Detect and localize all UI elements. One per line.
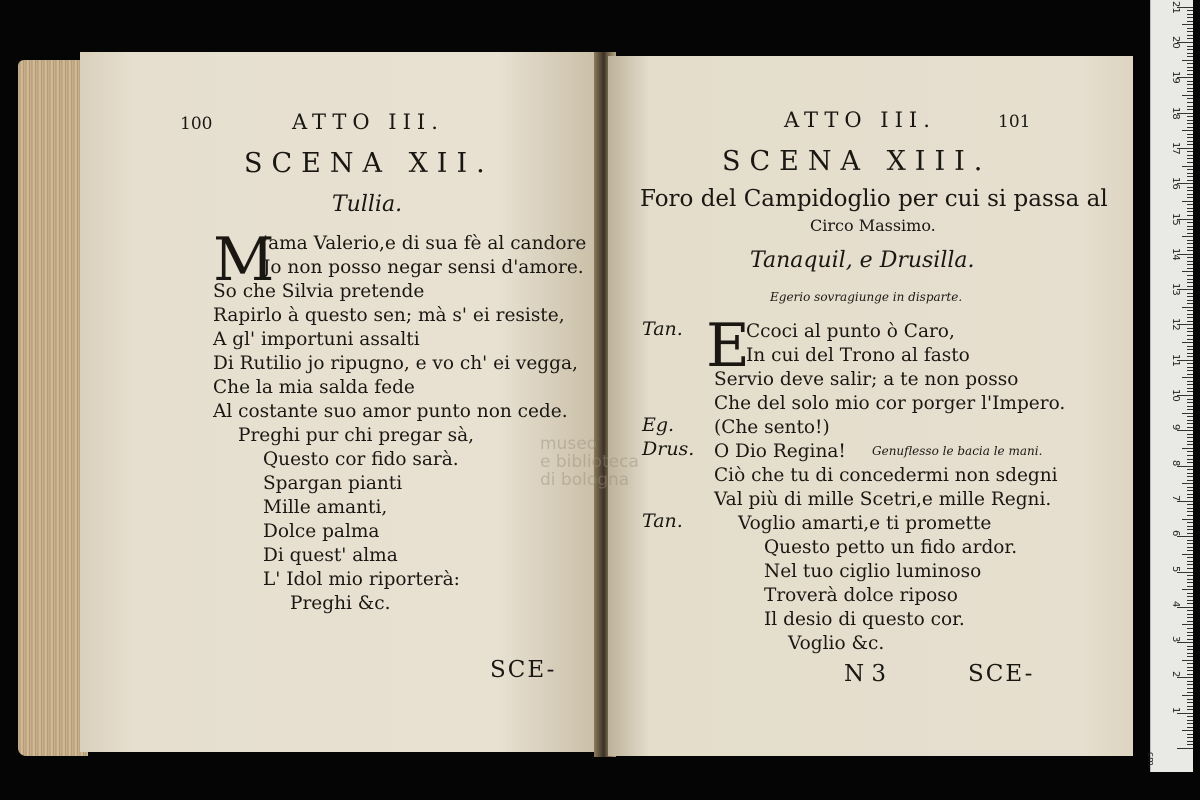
ruler-tick (1187, 282, 1193, 283)
ruler-tick (1187, 10, 1193, 11)
ruler-tick (1187, 699, 1193, 700)
ruler-tick (1187, 353, 1193, 354)
ruler-tick (1187, 423, 1193, 424)
ruler-tick (1187, 247, 1193, 248)
ruler-tick (1187, 526, 1193, 527)
ruler-tick (1187, 487, 1193, 488)
ruler-tick (1187, 116, 1193, 117)
ruler-tick (1187, 575, 1193, 576)
ruler-tick (1187, 346, 1193, 347)
ruler-tick (1187, 681, 1193, 682)
ruler-tick (1187, 187, 1193, 188)
speech-line: Voglio &c. (788, 633, 885, 654)
ruler-number: 2 (1170, 671, 1181, 678)
ruler-tick (1187, 741, 1193, 742)
ruler-tick (1187, 229, 1193, 230)
ruler-tick (1177, 430, 1193, 431)
ruler-number: 1 (1170, 706, 1181, 714)
right-catchword: SCE- (968, 661, 1035, 687)
ruler-tick (1187, 293, 1193, 294)
ruler-tick (1187, 564, 1193, 565)
ruler-tick (1187, 473, 1193, 474)
ruler-tick (1187, 63, 1193, 64)
ruler-tick (1182, 377, 1193, 378)
ruler-tick (1187, 391, 1193, 392)
ruler-tick (1187, 617, 1193, 618)
stage-direction: Genuflesso le bacia le mani. (872, 444, 1043, 458)
ruler-tick (1187, 663, 1193, 664)
ruler-tick (1187, 70, 1193, 71)
place-line-1: Foro del Campidoglio per cui si passa al (640, 186, 1108, 212)
ruler-tick (1187, 91, 1193, 92)
speech-line: O Dio Regina! (714, 441, 846, 462)
left-aria-line: Spargan pianti (263, 473, 403, 494)
ruler-tick (1187, 310, 1193, 311)
ruler-tick (1187, 74, 1193, 75)
left-aria-line: Mille amanti, (263, 497, 388, 518)
ruler-number: 8 (1170, 459, 1181, 466)
ruler-tick (1187, 106, 1193, 107)
ruler-tick (1187, 98, 1193, 99)
right-characters: Tanaquil, e Drusilla. (750, 248, 975, 273)
ruler-tick (1187, 328, 1193, 329)
ruler-tick (1187, 102, 1193, 103)
speech-line: Servio deve salir; a te non posso (714, 369, 1019, 390)
ruler-tick (1187, 632, 1193, 633)
speech-line: Nel tuo ciglio luminoso (764, 561, 982, 582)
open-book (18, 52, 1128, 758)
stage-direction: Egerio sovragiunge in disparte. (770, 290, 963, 304)
ruler-number: 16 (1170, 177, 1181, 190)
ruler-tick (1187, 127, 1193, 128)
ruler-tick (1187, 56, 1193, 57)
ruler-tick (1187, 367, 1193, 368)
ruler-tick (1187, 557, 1193, 558)
ruler-tick (1187, 399, 1193, 400)
speech-line: Ciò che tu di concedermi non sdegni (714, 465, 1058, 486)
ruler-tick (1187, 702, 1193, 703)
ruler-tick (1187, 215, 1193, 216)
left-aria-line: Preghi &c. (290, 593, 391, 614)
ruler-tick (1187, 173, 1193, 174)
watermark-line: museo (540, 434, 598, 454)
ruler-number: 18 (1170, 106, 1181, 120)
ruler-tick (1182, 130, 1193, 131)
ruler-tick (1187, 596, 1193, 597)
left-scene-title: SCENA XII. (244, 148, 494, 179)
ruler-tick (1187, 639, 1193, 640)
ruler-tick (1187, 667, 1193, 668)
ruler-tick (1187, 286, 1193, 287)
speaker-label: Eg. (642, 414, 675, 436)
speech-line: Che del solo mio cor porger l'Impero. (714, 393, 1066, 414)
ruler-tick (1187, 670, 1193, 671)
ruler-number: 11 (1170, 353, 1181, 367)
ruler-tick (1187, 540, 1193, 541)
ruler-tick (1187, 543, 1193, 544)
ruler-tick (1187, 222, 1193, 223)
ruler-tick (1187, 226, 1193, 227)
ruler-tick (1187, 688, 1193, 689)
ruler-tick (1187, 568, 1193, 569)
ruler-tick (1187, 614, 1193, 615)
ruler-tick (1187, 508, 1193, 509)
left-line: So che Silvia pretende (213, 281, 425, 302)
ruler-tick (1187, 363, 1193, 364)
ruler-tick (1187, 441, 1193, 442)
ruler-tick (1187, 674, 1193, 675)
speech-line: Val più di mille Scetri,e mille Regni. (714, 489, 1052, 510)
ruler-tick (1182, 660, 1193, 661)
ruler-tick (1187, 134, 1193, 135)
ruler-tick (1187, 53, 1193, 54)
left-aria-line: Dolce palma (263, 521, 380, 542)
left-line: Che la mia salda fede (213, 377, 415, 398)
ruler-tick (1187, 716, 1193, 717)
ruler-number: 7 (1170, 494, 1181, 502)
ruler-tick (1187, 264, 1193, 265)
right-page-number: 101 (998, 112, 1031, 132)
ruler-tick (1182, 166, 1193, 167)
ruler-tick (1187, 384, 1193, 385)
ruler-tick (1182, 483, 1193, 484)
ruler-number: 14 (1170, 247, 1181, 261)
ruler-tick (1187, 529, 1193, 530)
ruler-tick (1187, 653, 1193, 654)
ruler-tick (1187, 243, 1193, 244)
left-aria-line: Di quest' alma (263, 545, 398, 566)
watermark-line: di bologna (540, 470, 630, 490)
ruler-tick (1187, 593, 1193, 594)
ruler-tick (1187, 381, 1193, 382)
ruler-number: 15 (1170, 212, 1181, 226)
left-line: Al costante suo amor punto non cede. (213, 401, 568, 422)
speech-line: Voglio amarti,e ti promette (738, 513, 992, 534)
left-catchword: SCE- (490, 657, 557, 683)
left-running-head: ATTO III. (292, 110, 444, 134)
left-page (80, 52, 600, 752)
ruler-tick (1187, 586, 1193, 587)
right-running-head: ATTO III. (784, 108, 936, 132)
ruler-tick (1187, 151, 1193, 152)
ruler-number: 10 (1170, 389, 1181, 402)
ruler-tick (1187, 155, 1193, 156)
ruler-number: 12 (1170, 318, 1181, 332)
ruler-number: 4 (1170, 600, 1181, 608)
ruler-tick (1187, 339, 1193, 340)
ruler-tick (1187, 180, 1193, 181)
ruler-tick (1187, 208, 1193, 209)
ruler-tick (1182, 60, 1193, 61)
ruler-tick (1187, 261, 1193, 262)
ruler-tick (1187, 409, 1193, 410)
ruler-tick (1187, 303, 1193, 304)
speech-line: Troverà dolce riposo (764, 585, 958, 606)
speaker-label: Drus. (642, 438, 695, 460)
ruler-tick (1182, 448, 1193, 449)
ruler-tick (1182, 95, 1193, 96)
ruler-tick (1187, 233, 1193, 234)
ruler-tick (1187, 582, 1193, 583)
ruler-tick (1187, 635, 1193, 636)
left-first-line: 'ama Valerio,e di sua fè al candore (263, 233, 587, 254)
ruler-tick (1187, 370, 1193, 371)
ruler-tick (1187, 451, 1193, 452)
ruler-tick (1177, 677, 1193, 678)
ruler-tick (1182, 589, 1193, 590)
ruler-tick (1187, 734, 1193, 735)
ruler-tick (1187, 533, 1193, 534)
library-watermark (540, 435, 639, 489)
speaker-label: Tan. (642, 318, 683, 340)
ruler-tick (1187, 356, 1193, 357)
ruler-tick (1182, 554, 1193, 555)
ruler-tick (1187, 490, 1193, 491)
ruler-tick (1187, 81, 1193, 82)
ruler-tick (1187, 406, 1193, 407)
ruler-tick (1187, 162, 1193, 163)
ruler-tick (1187, 137, 1193, 138)
ruler-tick (1187, 434, 1193, 435)
ruler-tick (1187, 84, 1193, 85)
ruler-tick (1187, 610, 1193, 611)
ruler-tick (1187, 144, 1193, 145)
left-dropcap: M (213, 225, 275, 295)
ruler-tick (1187, 67, 1193, 68)
ruler-tick (1187, 268, 1193, 269)
ruler-tick (1187, 427, 1193, 428)
ruler-tick (1182, 24, 1193, 25)
ruler-tick (1182, 695, 1193, 696)
ruler-tick (1182, 519, 1193, 520)
ruler-tick (1187, 35, 1193, 36)
ruler-tick (1187, 46, 1193, 47)
ruler-tick (1187, 600, 1193, 601)
ruler-tick (1187, 109, 1193, 110)
ruler-number: 21 (1170, 0, 1181, 14)
left-aria-line: Questo cor fido sarà. (263, 449, 459, 470)
ruler-tick (1182, 730, 1193, 731)
ruler-tick (1187, 416, 1193, 417)
ruler-number: 9 (1170, 424, 1181, 431)
speech-line: In cui del Trono al fasto (746, 345, 970, 366)
ruler-tick (1182, 342, 1193, 343)
ruler-tick (1187, 123, 1193, 124)
ruler-tick (1187, 656, 1193, 657)
ruler-tick (1187, 723, 1193, 724)
ruler-tick (1187, 561, 1193, 562)
ruler-tick (1187, 522, 1193, 523)
signature-mark: N 3 (844, 661, 887, 687)
ruler-tick (1187, 455, 1193, 456)
ruler-tick (1187, 204, 1193, 205)
ruler-tick (1187, 494, 1193, 495)
ruler-tick (1187, 279, 1193, 280)
right-scene-title: SCENA XIII. (722, 146, 992, 177)
ruler-tick (1187, 476, 1193, 477)
ruler-tick (1182, 624, 1193, 625)
ruler-tick (1187, 141, 1193, 142)
measuring-ruler (1145, 0, 1193, 772)
ruler-tick (1187, 158, 1193, 159)
ruler-tick (1187, 462, 1193, 463)
ruler-tick (1187, 603, 1193, 604)
ruler-tick (1187, 28, 1193, 29)
ruler-tick (1187, 240, 1193, 241)
speech-line: (Che sento!) (714, 417, 830, 438)
speaker-label: Tan. (642, 510, 683, 532)
ruler-tick (1187, 257, 1193, 258)
ruler-number: 13 (1170, 283, 1181, 296)
ruler-tick (1187, 547, 1193, 548)
ruler-tick (1187, 314, 1193, 315)
ruler-number: 17 (1170, 141, 1181, 155)
ruler-tick (1187, 169, 1193, 170)
left-aria-line: L' Idol mio riporterà: (263, 569, 460, 590)
ruler-tick (1187, 480, 1193, 481)
ruler-tick (1187, 709, 1193, 710)
ruler-tick (1187, 14, 1193, 15)
ruler-tick (1187, 437, 1193, 438)
ruler-tick (1187, 515, 1193, 516)
ruler-number: 20 (1170, 36, 1181, 49)
ruler-tick (1187, 374, 1193, 375)
ruler-tick (1187, 646, 1193, 647)
ruler-tick (1187, 49, 1193, 50)
ruler-tick (1187, 649, 1193, 650)
ruler-tick (1187, 120, 1193, 121)
ruler-number: 6 (1170, 530, 1181, 537)
ruler-tick (1187, 706, 1193, 707)
ruler-tick (1187, 317, 1193, 318)
left-speaker: Tullia. (332, 192, 403, 217)
ruler-tick (1187, 88, 1193, 89)
ruler-tick (1182, 201, 1193, 202)
ruler-tick (1187, 511, 1193, 512)
watermark-line: e biblioteca (540, 452, 639, 472)
ruler-tick (1187, 420, 1193, 421)
ruler-tick (1187, 296, 1193, 297)
ruler-tick (1187, 727, 1193, 728)
speech-line: Questo petto un fido ardor. (764, 537, 1018, 558)
ruler-tick (1182, 236, 1193, 237)
ruler-tick (1187, 321, 1193, 322)
ruler-number: 3 (1170, 636, 1181, 643)
ruler-tick (1187, 692, 1193, 693)
ruler-tick (1187, 737, 1193, 738)
ruler-tick (1182, 307, 1193, 308)
left-line: Rapirlo à questo sen; mà s' ei resiste, (213, 305, 565, 326)
page-edges (18, 60, 88, 756)
ruler-tick (1182, 271, 1193, 272)
ruler-tick (1187, 349, 1193, 350)
ruler-tick (1182, 413, 1193, 414)
left-page-number: 100 (180, 114, 213, 134)
ruler-tick (1187, 744, 1193, 745)
ruler-number: 19 (1170, 71, 1181, 85)
ruler-tick (1187, 684, 1193, 685)
ruler-number: 5 (1170, 565, 1181, 572)
ruler-tick (1187, 331, 1193, 332)
ruler-tick (1187, 402, 1193, 403)
ruler-tick (1187, 190, 1193, 191)
ruler-tick (1187, 31, 1193, 32)
left-line: Di Rutilio jo ripugno, e vo ch' ei vegga, (213, 353, 578, 374)
place-line-2: Circo Massimo. (810, 216, 936, 235)
ruler-tick (1187, 579, 1193, 580)
ruler-unit: cm (1145, 752, 1155, 766)
ruler-tick (1187, 197, 1193, 198)
ruler-tick (1187, 300, 1193, 301)
ruler-tick (1187, 21, 1193, 22)
ruler-tick (1187, 459, 1193, 460)
left-line: A gl' importuni assalti (213, 329, 420, 350)
ruler-tick (1187, 250, 1193, 251)
ruler-tick (1187, 38, 1193, 39)
ruler-tick (1187, 335, 1193, 336)
ruler-tick (1187, 176, 1193, 177)
ruler-tick (1187, 621, 1193, 622)
ruler-tick (1187, 275, 1193, 276)
ruler-tick (1187, 388, 1193, 389)
ruler-tick (1187, 211, 1193, 212)
ruler-tick (1187, 628, 1193, 629)
ruler-tick (1187, 469, 1193, 470)
left-aria-line: Preghi pur chi pregar sà, (238, 425, 474, 446)
ruler-tick (1187, 497, 1193, 498)
ruler-tick (1187, 194, 1193, 195)
speech-line: Ccoci al punto ò Caro, (746, 321, 955, 342)
ruler-tick (1187, 504, 1193, 505)
ruler-tick (1187, 550, 1193, 551)
speech-line: Il desio di questo cor. (764, 609, 965, 630)
ruler-tick (1187, 444, 1193, 445)
right-page (608, 56, 1133, 756)
ruler-tick (1187, 17, 1193, 18)
left-line: Jo non posso negar sensi d'amore. (263, 257, 584, 278)
right-dropcap: E (706, 311, 750, 381)
ruler-tick (1187, 720, 1193, 721)
ruler-tick (1177, 748, 1193, 749)
